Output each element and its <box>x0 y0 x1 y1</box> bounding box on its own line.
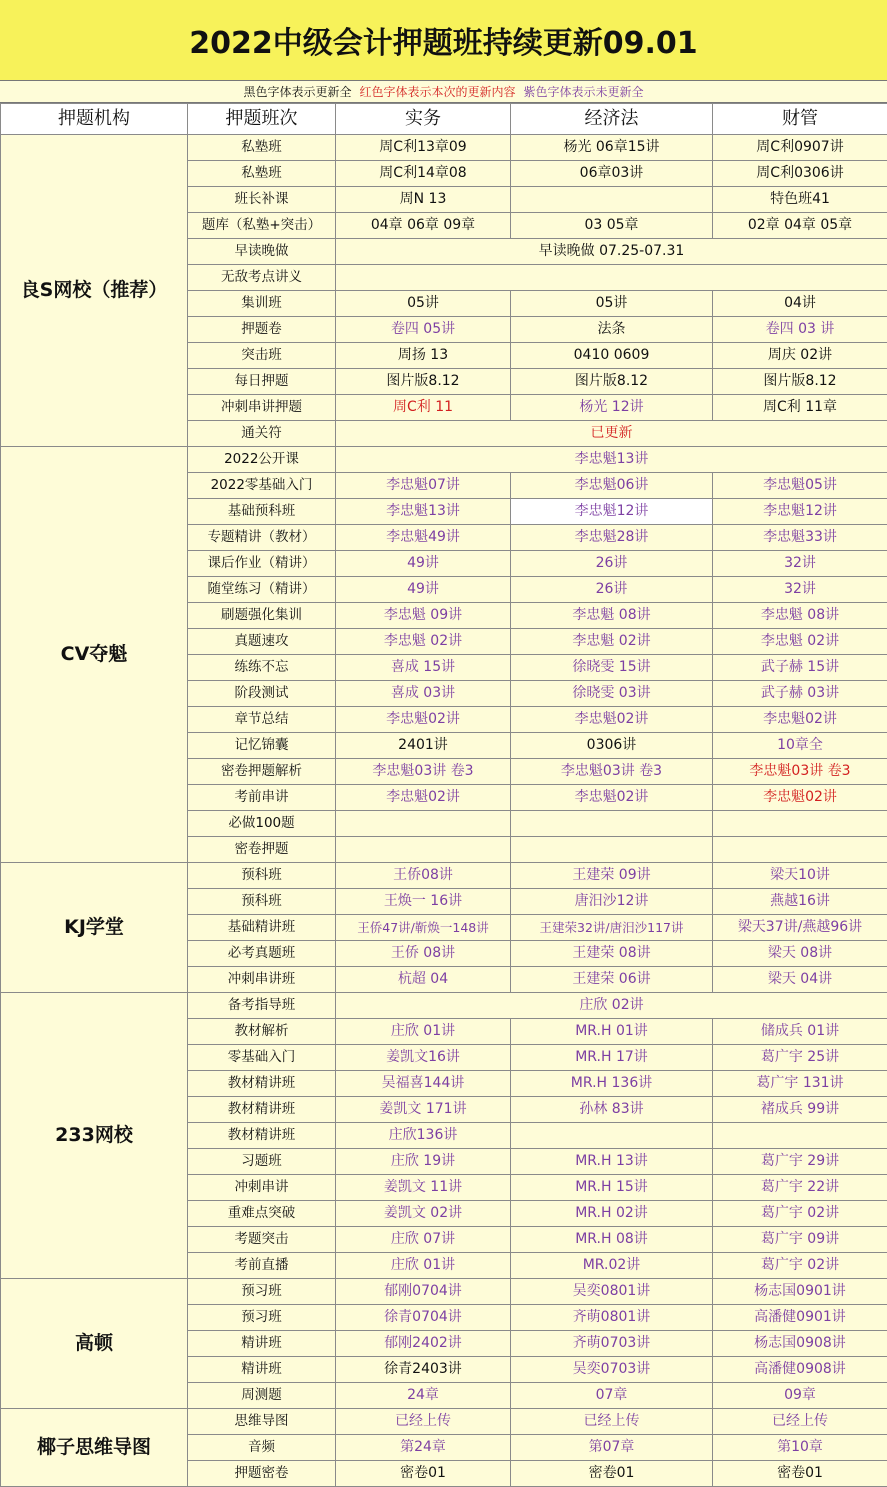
class-name-cell: 私塾班 <box>188 135 336 161</box>
value-cell-finance <box>713 837 887 863</box>
value-cell-economic-law: 孙林 83讲 <box>511 1097 713 1123</box>
class-name-cell: 精讲班 <box>188 1331 336 1357</box>
value-cell-economic-law: 0410 0609 <box>511 343 713 369</box>
value-cell-economic-law: 王建荣 08讲 <box>511 941 713 967</box>
value-cell-economic-law: MR.H 02讲 <box>511 1201 713 1227</box>
value-cell-economic-law: 李忠魁28讲 <box>511 525 713 551</box>
org-name-cell: 椰子思维导图 <box>1 1409 188 1487</box>
value-cell-finance: 梁天 08讲 <box>713 941 887 967</box>
value-cell-practice: 周C利14章08 <box>336 161 511 187</box>
merged-value-cell <box>336 265 887 291</box>
merged-value-cell: 早读晚做 07.25-07.31 <box>336 239 887 265</box>
value-cell-economic-law: 王建荣 09讲 <box>511 863 713 889</box>
value-cell-finance: 04讲 <box>713 291 887 317</box>
value-cell-finance <box>713 811 887 837</box>
header-practice: 实务 <box>336 104 511 135</box>
value-cell-practice: 2401讲 <box>336 733 511 759</box>
class-name-cell: 预科班 <box>188 889 336 915</box>
value-cell-economic-law: 李忠魁02讲 <box>511 785 713 811</box>
org-name-cell: 高顿 <box>1 1279 188 1409</box>
class-name-cell: 基础精讲班 <box>188 915 336 941</box>
class-name-cell: 阶段测试 <box>188 681 336 707</box>
value-cell-practice: 庄欣136讲 <box>336 1123 511 1149</box>
value-cell-finance: 02章 04章 05章 <box>713 213 887 239</box>
class-name-cell: 必考真题班 <box>188 941 336 967</box>
legend-purple: 紫色字体表示未更新全 <box>523 85 644 99</box>
class-name-cell: 押题卷 <box>188 317 336 343</box>
value-cell-economic-law: 已经上传 <box>511 1409 713 1435</box>
merged-value-cell: 李忠魁13讲 <box>336 447 887 473</box>
class-name-cell: 考前直播 <box>188 1253 336 1279</box>
class-name-cell: 2022零基础入门 <box>188 473 336 499</box>
value-cell-economic-law: MR.02讲 <box>511 1253 713 1279</box>
value-cell-practice: 庄欣 01讲 <box>336 1253 511 1279</box>
value-cell-economic-law: 图片版8.12 <box>511 369 713 395</box>
class-name-cell: 无敌考点讲义 <box>188 265 336 291</box>
value-cell-finance: 32讲 <box>713 577 887 603</box>
value-cell-finance <box>713 1123 887 1149</box>
table-row <box>1 1279 887 1305</box>
value-cell-economic-law: 齐萌0703讲 <box>511 1331 713 1357</box>
class-name-cell: 章节总结 <box>188 707 336 733</box>
class-name-cell: 音频 <box>188 1435 336 1461</box>
value-cell-economic-law: 杨光 12讲 <box>511 395 713 421</box>
class-name-cell: 每日押题 <box>188 369 336 395</box>
table-row <box>1 1409 887 1435</box>
class-name-cell: 零基础入门 <box>188 1045 336 1071</box>
value-cell-economic-law: 26讲 <box>511 577 713 603</box>
value-cell-practice: 姜凯文 171讲 <box>336 1097 511 1123</box>
value-cell-practice: 已经上传 <box>336 1409 511 1435</box>
value-cell-practice: 李忠魁07讲 <box>336 473 511 499</box>
value-cell-economic-law: 李忠魁03讲 卷3 <box>511 759 713 785</box>
value-cell-practice: 李忠魁 09讲 <box>336 603 511 629</box>
value-cell-practice: 05讲 <box>336 291 511 317</box>
class-name-cell: 重难点突破 <box>188 1201 336 1227</box>
value-cell-practice: 徐青2403讲 <box>336 1357 511 1383</box>
value-cell-finance: 图片版8.12 <box>713 369 887 395</box>
value-cell-economic-law: 王建荣 06讲 <box>511 967 713 993</box>
class-name-cell: 押题密卷 <box>188 1461 336 1487</box>
value-cell-practice: 王侨08讲 <box>336 863 511 889</box>
value-cell-finance: 高潘健0908讲 <box>713 1357 887 1383</box>
org-name-cell: 良S网校（推荐） <box>1 135 188 447</box>
class-name-cell: 预习班 <box>188 1305 336 1331</box>
value-cell-practice: 周C利13章09 <box>336 135 511 161</box>
table-row <box>1 135 887 161</box>
legend-black: 黑色字体表示更新全 <box>243 85 352 99</box>
class-name-cell: 冲刺串讲押题 <box>188 395 336 421</box>
value-cell-practice: 郁刚2402讲 <box>336 1331 511 1357</box>
value-cell-practice: 李忠魁49讲 <box>336 525 511 551</box>
value-cell-finance: 周C利0907讲 <box>713 135 887 161</box>
class-name-cell: 题库（私塾+突击） <box>188 213 336 239</box>
value-cell-economic-law: 杨光 06章15讲 <box>511 135 713 161</box>
class-name-cell: 精讲班 <box>188 1357 336 1383</box>
value-cell-economic-law: 李忠魁06讲 <box>511 473 713 499</box>
value-cell-finance: 梁天10讲 <box>713 863 887 889</box>
value-cell-practice: 喜成 15讲 <box>336 655 511 681</box>
class-name-cell: 2022公开课 <box>188 447 336 473</box>
value-cell-practice: 庄欣 07讲 <box>336 1227 511 1253</box>
merged-value-cell: 庄欣 02讲 <box>336 993 887 1019</box>
class-name-cell: 练练不忘 <box>188 655 336 681</box>
value-cell-economic-law: 徐晓雯 15讲 <box>511 655 713 681</box>
value-cell-finance: 葛广宇 25讲 <box>713 1045 887 1071</box>
class-name-cell: 预习班 <box>188 1279 336 1305</box>
class-name-cell: 习题班 <box>188 1149 336 1175</box>
table-row <box>1 993 887 1019</box>
value-cell-economic-law: 07章 <box>511 1383 713 1409</box>
value-cell-practice: 周C利 11 <box>336 395 511 421</box>
value-cell-finance: 葛广宇 22讲 <box>713 1175 887 1201</box>
value-cell-finance: 李忠魁 02讲 <box>713 629 887 655</box>
value-cell-economic-law <box>511 811 713 837</box>
value-cell-practice: 第24章 <box>336 1435 511 1461</box>
value-cell-finance: 葛广宇 29讲 <box>713 1149 887 1175</box>
value-cell-practice: 郁刚0704讲 <box>336 1279 511 1305</box>
value-cell-finance: 卷四 03 讲 <box>713 317 887 343</box>
value-cell-economic-law: MR.H 15讲 <box>511 1175 713 1201</box>
value-cell-finance: 李忠魁03讲 卷3 <box>713 759 887 785</box>
value-cell-practice <box>336 811 511 837</box>
value-cell-practice: 姜凯文 11讲 <box>336 1175 511 1201</box>
value-cell-finance: 梁天37讲/燕越96讲 <box>713 915 887 941</box>
class-name-cell: 冲刺串讲班 <box>188 967 336 993</box>
value-cell-finance: 周C利0306讲 <box>713 161 887 187</box>
value-cell-practice: 王侨 08讲 <box>336 941 511 967</box>
value-cell-economic-law: 李忠魁12讲 <box>511 499 713 525</box>
header-economic-law: 经济法 <box>511 104 713 135</box>
value-cell-economic-law: 05讲 <box>511 291 713 317</box>
value-cell-economic-law: MR.H 13讲 <box>511 1149 713 1175</box>
value-cell-practice <box>336 837 511 863</box>
value-cell-practice: 24章 <box>336 1383 511 1409</box>
class-name-cell: 备考指导班 <box>188 993 336 1019</box>
value-cell-finance: 32讲 <box>713 551 887 577</box>
value-cell-economic-law: 06章03讲 <box>511 161 713 187</box>
value-cell-finance: 09章 <box>713 1383 887 1409</box>
value-cell-economic-law: 第07章 <box>511 1435 713 1461</box>
page-title: 2022中级会计押题班持续更新09.01 <box>0 0 887 81</box>
value-cell-finance: 葛广宇 02讲 <box>713 1201 887 1227</box>
value-cell-economic-law: 王建荣32讲/唐汨沙117讲 <box>511 915 713 941</box>
class-name-cell: 随堂练习（精讲） <box>188 577 336 603</box>
value-cell-economic-law: 法条 <box>511 317 713 343</box>
class-name-cell: 私塾班 <box>188 161 336 187</box>
header-org: 押题机构 <box>1 104 188 135</box>
value-cell-finance: 周C利 11章 <box>713 395 887 421</box>
class-name-cell: 冲刺串讲 <box>188 1175 336 1201</box>
value-cell-finance: 李忠魁33讲 <box>713 525 887 551</box>
value-cell-practice: 04章 06章 09章 <box>336 213 511 239</box>
class-name-cell: 教材精讲班 <box>188 1123 336 1149</box>
org-name-cell: 233网校 <box>1 993 188 1279</box>
value-cell-practice: 49讲 <box>336 551 511 577</box>
value-cell-economic-law: MR.H 08讲 <box>511 1227 713 1253</box>
value-cell-finance: 葛广宇 131讲 <box>713 1071 887 1097</box>
value-cell-finance: 李忠魁02讲 <box>713 707 887 733</box>
value-cell-finance: 已经上传 <box>713 1409 887 1435</box>
value-cell-finance: 杨志国0908讲 <box>713 1331 887 1357</box>
header-row <box>1 104 887 135</box>
value-cell-practice: 周扬 13 <box>336 343 511 369</box>
value-cell-finance: 葛广宇 09讲 <box>713 1227 887 1253</box>
org-name-cell: KJ学堂 <box>1 863 188 993</box>
value-cell-economic-law: 李忠魁02讲 <box>511 707 713 733</box>
class-name-cell: 密卷押题 <box>188 837 336 863</box>
value-cell-economic-law: MR.H 01讲 <box>511 1019 713 1045</box>
class-name-cell: 真题速攻 <box>188 629 336 655</box>
value-cell-finance: 特色班41 <box>713 187 887 213</box>
value-cell-finance: 李忠魁02讲 <box>713 785 887 811</box>
value-cell-practice: 李忠魁 02讲 <box>336 629 511 655</box>
class-name-cell: 思维导图 <box>188 1409 336 1435</box>
value-cell-economic-law: 吴奕0703讲 <box>511 1357 713 1383</box>
header-class: 押题班次 <box>188 104 336 135</box>
value-cell-finance: 葛广宇 02讲 <box>713 1253 887 1279</box>
value-cell-finance: 李忠魁 08讲 <box>713 603 887 629</box>
class-name-cell: 必做100题 <box>188 811 336 837</box>
value-cell-economic-law: 密卷01 <box>511 1461 713 1487</box>
value-cell-practice: 王焕一 16讲 <box>336 889 511 915</box>
color-legend <box>0 81 887 103</box>
value-cell-finance: 李忠魁12讲 <box>713 499 887 525</box>
value-cell-economic-law <box>511 1123 713 1149</box>
value-cell-economic-law: 吴奕0801讲 <box>511 1279 713 1305</box>
class-name-cell: 预科班 <box>188 863 336 889</box>
value-cell-practice: 李忠魁13讲 <box>336 499 511 525</box>
value-cell-finance: 武子赫 03讲 <box>713 681 887 707</box>
value-cell-finance: 第10章 <box>713 1435 887 1461</box>
value-cell-finance: 梁天 04讲 <box>713 967 887 993</box>
value-cell-economic-law: MR.H 136讲 <box>511 1071 713 1097</box>
value-cell-economic-law: 26讲 <box>511 551 713 577</box>
value-cell-practice: 姜凯文16讲 <box>336 1045 511 1071</box>
value-cell-finance: 周庆 02讲 <box>713 343 887 369</box>
class-name-cell: 刷题强化集训 <box>188 603 336 629</box>
legend-red: 红色字体表示本次的更新内容 <box>359 85 516 99</box>
class-name-cell: 班长补课 <box>188 187 336 213</box>
value-cell-economic-law: MR.H 17讲 <box>511 1045 713 1071</box>
value-cell-practice: 庄欣 01讲 <box>336 1019 511 1045</box>
value-cell-finance: 燕越16讲 <box>713 889 887 915</box>
value-cell-finance: 密卷01 <box>713 1461 887 1487</box>
value-cell-practice: 徐青0704讲 <box>336 1305 511 1331</box>
value-cell-finance: 李忠魁05讲 <box>713 473 887 499</box>
class-name-cell: 考前串讲 <box>188 785 336 811</box>
value-cell-practice: 李忠魁02讲 <box>336 785 511 811</box>
value-cell-economic-law <box>511 187 713 213</box>
class-name-cell: 突击班 <box>188 343 336 369</box>
value-cell-economic-law: 李忠魁 02讲 <box>511 629 713 655</box>
value-cell-economic-law: 徐晓雯 03讲 <box>511 681 713 707</box>
value-cell-finance: 褚成兵 99讲 <box>713 1097 887 1123</box>
value-cell-practice: 庄欣 19讲 <box>336 1149 511 1175</box>
value-cell-practice: 杭超 04 <box>336 967 511 993</box>
table-row <box>1 447 887 473</box>
class-name-cell: 教材精讲班 <box>188 1071 336 1097</box>
value-cell-economic-law: 唐汨沙12讲 <box>511 889 713 915</box>
value-cell-practice: 49讲 <box>336 577 511 603</box>
value-cell-practice: 吴福喜144讲 <box>336 1071 511 1097</box>
value-cell-finance: 高潘健0901讲 <box>713 1305 887 1331</box>
class-name-cell: 记忆锦囊 <box>188 733 336 759</box>
class-name-cell: 基础预科班 <box>188 499 336 525</box>
value-cell-practice: 喜成 03讲 <box>336 681 511 707</box>
class-name-cell: 通关符 <box>188 421 336 447</box>
class-name-cell: 集训班 <box>188 291 336 317</box>
class-name-cell: 早读晚做 <box>188 239 336 265</box>
class-name-cell: 考题突击 <box>188 1227 336 1253</box>
class-name-cell: 专题精讲（教材） <box>188 525 336 551</box>
value-cell-practice: 密卷01 <box>336 1461 511 1487</box>
value-cell-economic-law: 齐萌0801讲 <box>511 1305 713 1331</box>
org-name-cell: CV夺魁 <box>1 447 188 863</box>
header-finance: 财管 <box>713 104 887 135</box>
value-cell-practice: 图片版8.12 <box>336 369 511 395</box>
value-cell-practice: 周N 13 <box>336 187 511 213</box>
schedule-table <box>0 103 887 1487</box>
value-cell-finance: 杨志国0901讲 <box>713 1279 887 1305</box>
class-name-cell: 课后作业（精讲） <box>188 551 336 577</box>
class-name-cell: 教材精讲班 <box>188 1097 336 1123</box>
table-row <box>1 863 887 889</box>
class-name-cell: 周测题 <box>188 1383 336 1409</box>
value-cell-practice: 李忠魁03讲 卷3 <box>336 759 511 785</box>
value-cell-finance: 储成兵 01讲 <box>713 1019 887 1045</box>
class-name-cell: 密卷押题解析 <box>188 759 336 785</box>
value-cell-economic-law <box>511 837 713 863</box>
value-cell-practice: 李忠魁02讲 <box>336 707 511 733</box>
value-cell-economic-law: 0306讲 <box>511 733 713 759</box>
value-cell-practice: 姜凯文 02讲 <box>336 1201 511 1227</box>
value-cell-economic-law: 03 05章 <box>511 213 713 239</box>
value-cell-practice: 王侨47讲/靳焕一148讲 <box>336 915 511 941</box>
value-cell-economic-law: 李忠魁 08讲 <box>511 603 713 629</box>
merged-value-cell: 已更新 <box>336 421 887 447</box>
class-name-cell: 教材解析 <box>188 1019 336 1045</box>
value-cell-practice: 卷四 05讲 <box>336 317 511 343</box>
value-cell-finance: 10章全 <box>713 733 887 759</box>
value-cell-finance: 武子赫 15讲 <box>713 655 887 681</box>
